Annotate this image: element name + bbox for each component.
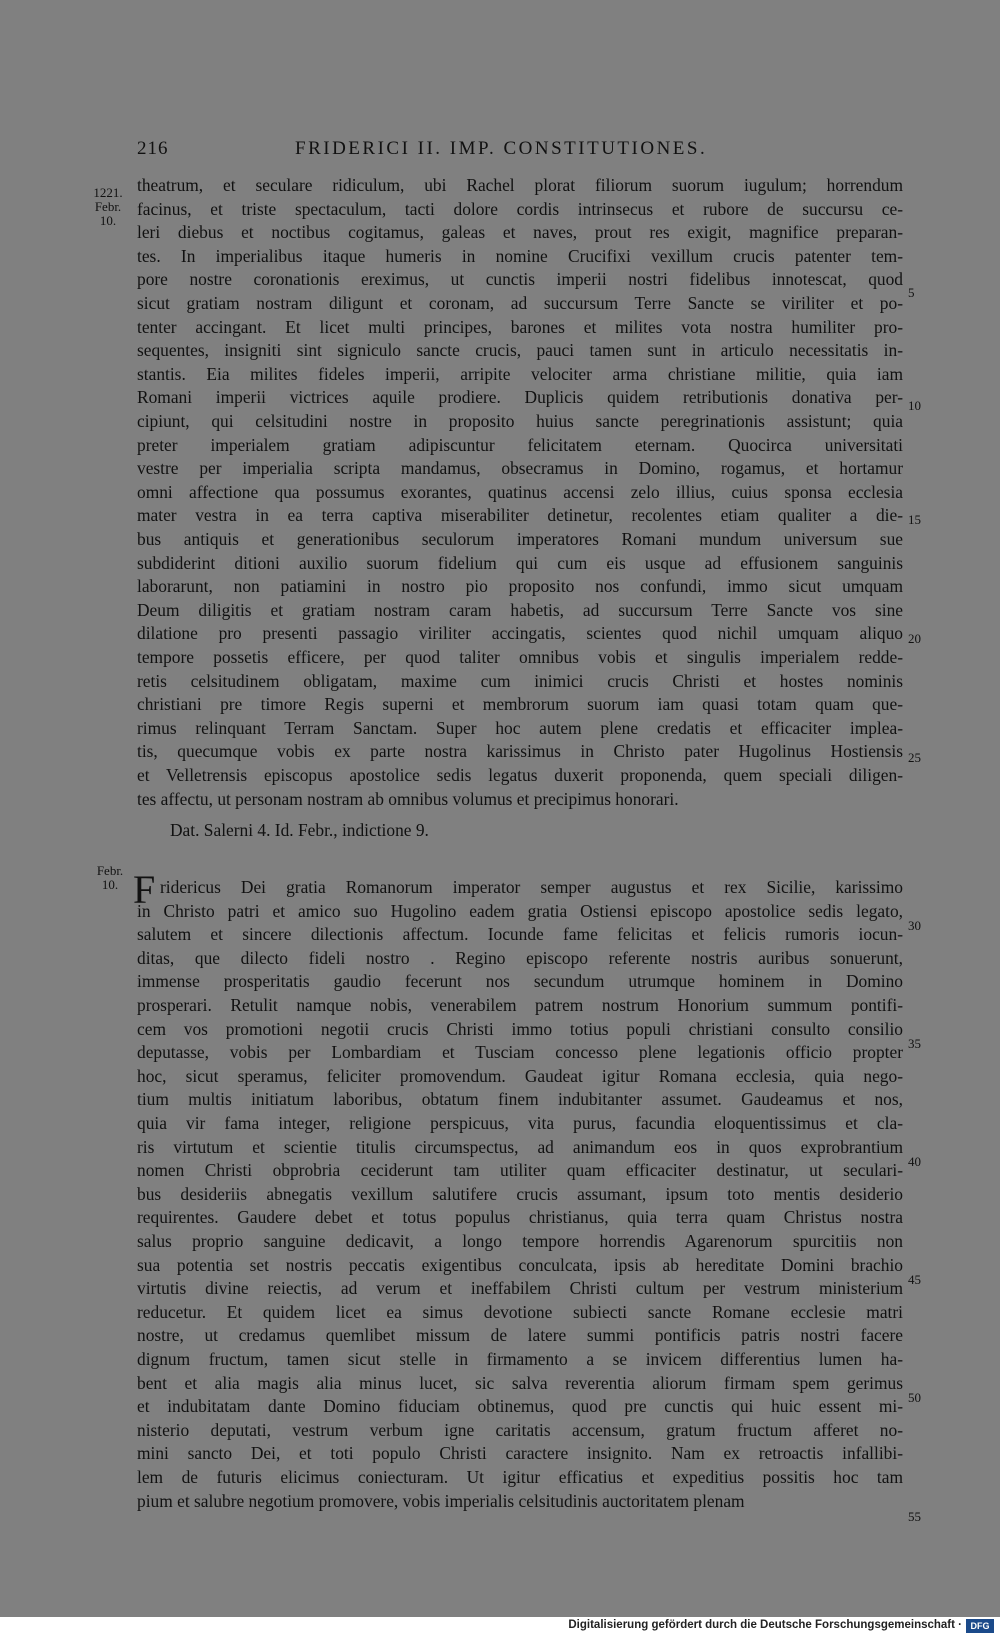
text-line: reducetur. Et quidem licet ea simus devotione subiecti sancte Romane ecclesie matri <box>137 1301 903 1322</box>
line-number: 5 <box>908 285 915 300</box>
text-line: theatrum, et seculare ridiculum, ubi Rachel plorat filiorum suorum iugulum; horrendum <box>137 175 903 195</box>
line-number: 25 <box>908 750 921 765</box>
text-line: requirentes. Gaudere debet et totus populus christianus, quia terra quam Christus nostra <box>137 1207 903 1228</box>
text-line: tium multis initiatum laboribus, obtatum finem indubitanter assumet. Gaudeamus et nos, <box>137 1089 903 1110</box>
text-line: sequentes, insigniti sint signiculo sancte crucis, pauci tamen sunt in articulo necessitatis in- <box>137 340 903 361</box>
footer-bar <box>0 1617 1000 1636</box>
text-line: vestre per imperialia scripta mandamus, obsecramus in Domino, rogamus, et hortamur <box>137 458 903 479</box>
text-line: bent et alia magis alia minus lucet, sic salva reverentia aliorum firmam spem gerimus <box>137 1372 903 1393</box>
drop-cap-initial: F <box>133 867 156 912</box>
text-line: lem de futuris elicimus coniecturam. Ut igitur efficatius et expeditius possitis hoc tam <box>137 1467 903 1487</box>
text-line: ridericus Dei gratia Romanorum imperator semper augustus et rex Sicilie, karissimo <box>160 877 903 897</box>
text-line: christiani pre timore Regis superni et membrorum suorum iam quasi totam quam que- <box>137 694 903 715</box>
margin-date-2 <box>90 864 130 892</box>
text-line: pore nostre coronationis ereximus, ut cunctis imperii nostri fidelibus innotescat, quod <box>137 269 903 290</box>
margin-day: 10. <box>101 877 119 892</box>
page-number: 216 <box>137 138 169 159</box>
text-line: ris virtutum et scientie titulis circumspectus, ad animandum eos in quos exprobrantium <box>137 1136 903 1157</box>
running-title: FRIDERICI II. IMP. CONSTITUTIONES. <box>295 138 708 159</box>
text-line: tis, quecumque vobis ex parte nostra karissimus in Christo pater Hugolinus Hostiensis <box>137 741 903 762</box>
text-line: sicut gratiam nostram diligunt et coronam, ad succursum Terre Sancte se viriliter et po- <box>137 293 903 313</box>
text-line: bus desideriis abnegatis vexillum salutifere crucis assumant, ipsum toto mentis desiderio <box>137 1183 903 1204</box>
line-number: 15 <box>908 512 921 527</box>
line-number: 55 <box>908 1509 921 1524</box>
text-line: Romani imperii victrices aquile prodiere. Duplicis quidem retributionis donativa per- <box>137 387 903 408</box>
text-line: facinus, et triste spectaculum, tacti dolore cordis intrinsecus et rubore de succursu ce- <box>137 198 903 219</box>
text-line: salus proprio sanguine dedicavit, a longo tempore horrendis Agarenorum spurcitiis non <box>137 1231 903 1251</box>
text-line: et indubitatam dante Domino fiduciam obtinemus, quod pre cunctis qui huic essent mi- <box>137 1396 903 1417</box>
margin-date-1 <box>88 186 128 228</box>
text-line: tes affectu, ut personam nostram ab omnibus volumus et precipimus honorari. <box>137 788 679 809</box>
margin-day: 10. <box>99 213 117 228</box>
text-line: virtutis divine reiectis, ad verum et ineffabilem Christi cultum per vestrum ministerium <box>137 1278 903 1299</box>
text-line: ditas, que dilecto fideli nostro . Regino episcopo referente nostris auribus sonuerunt, <box>137 947 903 968</box>
text-line: laborarunt, non patiamini in nostro pio proposito nos confundi, immo sicut umquam <box>137 576 903 597</box>
text-line: tes. In imperialibus itaque humeris in nomine Crucifixi vexillum crucis patenter tem- <box>137 245 903 266</box>
text-line: salutem et sincere dilectionis affectum. Iocunde fame felicitas et felicis rumoris iocun- <box>137 924 903 945</box>
margin-month: Febr. <box>94 199 122 214</box>
text-line: omni affectione qua possumus exorantes, quatinus accensi zelo illius, cuius sponsa ecclesia <box>137 481 903 502</box>
text-line: hoc, sicut speramus, feliciter promovendum. Gaudeat igitur Romana ecclesia, quia nego- <box>137 1065 903 1086</box>
line-number: 35 <box>908 1036 921 1051</box>
text-line: preter imperialem gratiam adipiscuntur felicitatem eternam. Quocirca universitati <box>137 434 903 455</box>
funding-notice: Digitalisierung gefördert durch die Deutsche Forschungsgemeinschaft · <box>568 1619 962 1631</box>
text-line: stantis. Eia milites fideles imperii, arripite velociter arma christiane militie, quia iam <box>137 363 903 384</box>
text-line: dignum fructum, tamen sicut stelle in firmamento a se invicem differentius lumen ha- <box>137 1349 903 1369</box>
text-line: dilatione pro presenti passagio viriliter accingatis, scientes quod nichil umquam aliquo <box>137 623 903 644</box>
text-line: nostre, ut credamus quemlibet missum de latere summi pontificis patris nostri facere <box>137 1325 903 1346</box>
text-line: rimus relinquant Terram Sanctam. Super hoc autem plene credatis et efficaciter implea- <box>137 717 903 738</box>
margin-month: Febr. <box>96 863 124 878</box>
text-line: subdiderint ditioni auxilio suorum fidelium qui cum eis usque ad effusionem sanguinis <box>137 552 903 573</box>
text-line: retis celsitudinem obligatam, maxime cum inimici crucis Christi et hostes nominis <box>137 670 903 691</box>
text-line: immense prosperitatis gaudio fecerunt nos secundum utrumque hominem in Domino <box>137 971 903 992</box>
line-number: 10 <box>908 398 921 413</box>
text-line: bus antiquis et generationibus seculorum imperatores Romani mundum universum sue <box>137 529 903 549</box>
text-line: mater vestra in ea terra captiva miserabiliter detinetur, recolentes etiam qualiter a die- <box>137 505 903 526</box>
line-number: 40 <box>908 1154 921 1169</box>
text-line: cipiunt, qui celsitudini nostre in proposito huius sancte peregrinationis assistunt; quia <box>137 411 903 431</box>
text-line: Deum diligitis et gratiam nostram caram habetis, ad succursum Terre Sancte vos sine <box>137 599 903 620</box>
text-line: sua potentia set nostris peccatis exigentibus conculcata, ipsis ab hereditate Domini brachio <box>137 1254 903 1275</box>
text-line: et Velletrensis episcopus apostolice sedis legatus duxerit proponenda, quem speciali diligen- <box>137 765 903 785</box>
dating-clause: Dat. Salerni 4. Id. Febr., indictione 9. <box>170 820 429 840</box>
text-line: deputasse, vobis per Lombardiam et Tusciam concesso plene legationis officio propter <box>137 1042 903 1063</box>
text-line: quia vir fama integer, religione perspicuus, vita purus, facundia eloquentissimus et cla- <box>137 1113 903 1133</box>
line-number: 45 <box>908 1272 921 1287</box>
text-line: leri diebus et noctibus cogitamus, galeas et naves, prout res exigit, magnifice preparan- <box>137 222 903 243</box>
line-number: 30 <box>908 918 921 933</box>
margin-year: 1221. <box>93 185 123 200</box>
text-line: nisterio deputati, vestrum verbum igne caritatis accensum, gratum fructum afferet no- <box>137 1419 903 1440</box>
dfg-logo: DFG <box>966 1619 994 1633</box>
line-number: 50 <box>908 1390 921 1405</box>
text-line: cem vos promotioni negotii crucis Christi immo totius populi christiani consulto consilio <box>137 1018 903 1039</box>
running-header <box>137 138 897 162</box>
text-line: mini sancto Dei, et toti populo Christi caractere insignito. Nam ex retroactis infallibi- <box>137 1443 903 1464</box>
text-line: in Christo patri et amico suo Hugolino eadem gratia Ostiensi episcopo apostolice sedis legato, <box>137 900 903 921</box>
text-line: nomen Christi obprobria ceciderunt tam utiliter quam efficaciter destinatur, ut seculari- <box>137 1160 903 1181</box>
line-number: 20 <box>908 631 921 646</box>
text-line: tenter accingant. Et licet multi principes, barones et milites vota nostra humiliter pro- <box>137 316 903 337</box>
text-line: tempore possetis efficere, per quod taliter omnibus vobis et singulis imperialem redde- <box>137 647 903 667</box>
text-line: prosperari. Retulit namque nobis, venerabilem patrem nostrum Honorium summum pontifi- <box>137 995 903 1015</box>
text-line: pium et salubre negotium promovere, vobis imperialis celsitudinis auctoritatem plenam <box>137 1490 745 1511</box>
